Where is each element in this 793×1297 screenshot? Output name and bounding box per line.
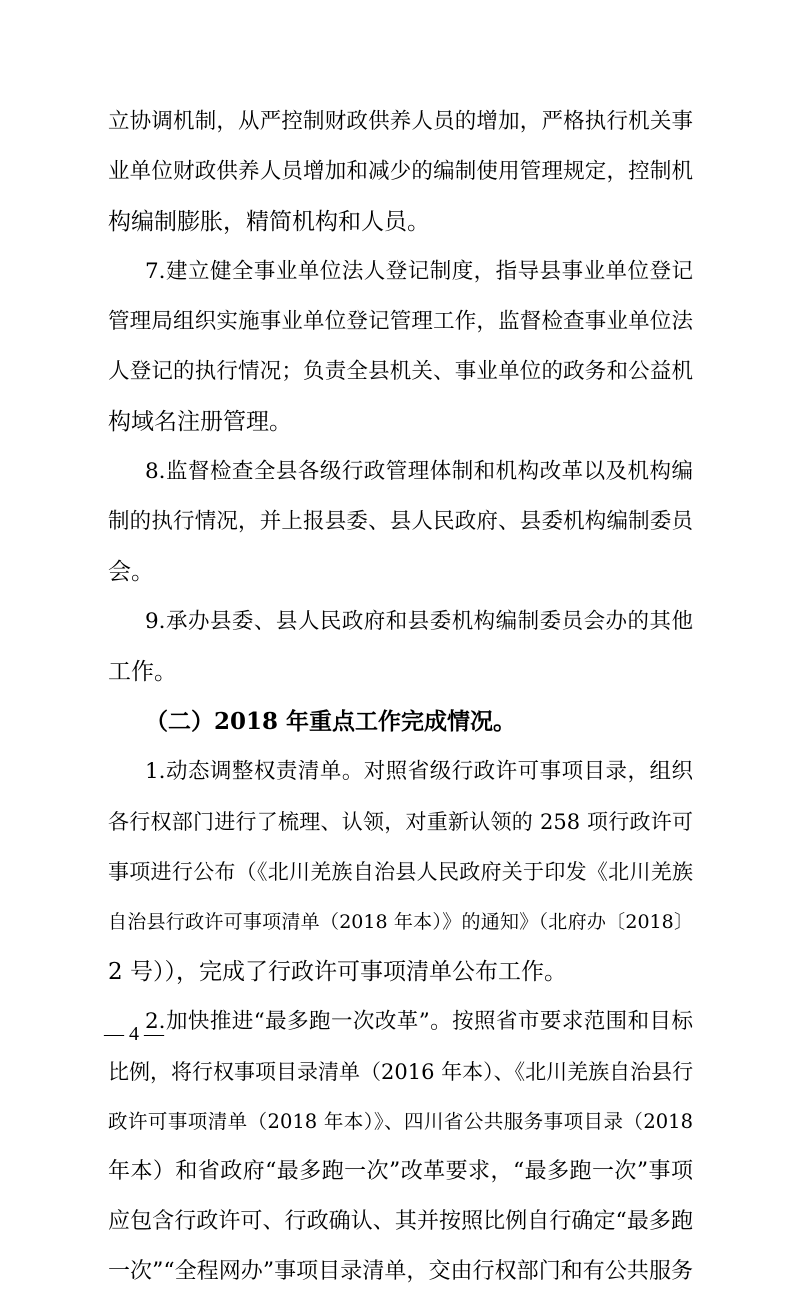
body-line: 8.监督检查全县各级行政管理体制和机构改革以及机构编 (145, 459, 693, 484)
body-line: 制的执行情况，并上报县委、县人民政府、县委机构编制委员 (108, 509, 693, 534)
body-line: 业单位财政供养人员增加和减少的编制使用管理规定，控制机 (108, 159, 693, 184)
body-line: 构域名注册管理。 (108, 409, 292, 435)
document-body (108, 97, 693, 1297)
body-line: 1.动态调整权责清单。对照省级行政许可事项目录，组织 (145, 759, 693, 784)
body-line: 事项进行公布（《北川羌族自治县人民政府关于印发《北川羌族 (108, 860, 693, 884)
body-line: 人登记的执行情况；负责全县机关、事业单位的政务和公益机 (108, 359, 693, 384)
body-line: 比例，将行权事项目录清单（2016 年本）、《北川羌族自治县行 (108, 1060, 693, 1084)
body-line: 9.承办县委、县人民政府和县委机构编制委员会办的其他 (145, 609, 693, 634)
page-number: — 4 — (104, 1023, 164, 1045)
body-line: 应包含行政许可、行政确认、其并按照比例自行确定“最多跑 (108, 1209, 693, 1234)
body-line: 年本）和省政府“最多跑一次”改革要求，“最多跑一次”事项 (108, 1159, 693, 1184)
body-line: 7.建立健全事业单位法人登记制度，指导县事业单位登记 (145, 259, 693, 284)
body-line: 管理局组织实施事业单位登记管理工作，监督检查事业单位法 (108, 309, 693, 334)
body-line: 构编制膨胀，精简机构和人员。 (108, 209, 430, 235)
body-line: 工作。 (108, 659, 177, 685)
body-line: 会。 (108, 559, 154, 585)
body-line: 政许可事项清单（2018 年本）》、四川省公共服务事项目录（2018 (108, 1110, 693, 1133)
body-line: 一次”“全程网办”事项目录清单，交由行权部门和有公共服务 (108, 1259, 693, 1284)
body-line: 2 号）），完成了行政许可事项清单公布工作。 (108, 959, 567, 985)
body-line: 立协调机制，从严控制财政供养人员的增加，严格执行机关事 (108, 109, 693, 134)
body-line: 自治县行政许可事项清单（2018 年本）》的通知》（北府办〔2018〕 (108, 911, 693, 933)
body-line: 各行权部门进行了梳理、认领，对重新认领的 258 项行政许可 (108, 810, 693, 834)
body-line: 2.加快推进“最多跑一次改革”。按照省市要求范围和目标 (145, 1009, 693, 1034)
section-heading: （二）2018 年重点工作完成情况。 (145, 708, 517, 735)
